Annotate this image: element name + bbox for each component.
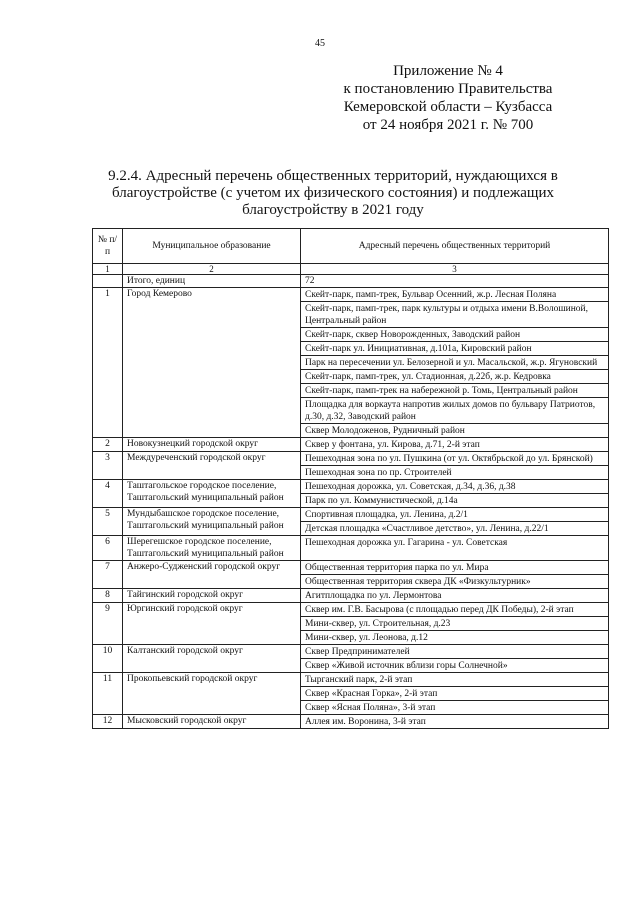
municipality-name: Мундыбашское городское поселение, Таштагольский муниципальный район xyxy=(123,508,301,536)
row-number: 4 xyxy=(93,480,123,508)
territory-item: Мини-сквер, ул. Леонова, д.12 xyxy=(305,633,428,643)
territories-cell xyxy=(301,536,609,561)
territories-table xyxy=(92,228,609,729)
row-number: 7 xyxy=(93,561,123,589)
row-number: 11 xyxy=(93,673,123,715)
appendix-block xyxy=(298,62,598,134)
territory-item: Общественная территория сквера ДК «Физкультурник» xyxy=(305,577,531,587)
territory-item: Площадка для воркаута напротив жилых домов по бульвару Патриотов, д.30, д.32, Заводский район xyxy=(301,398,608,424)
territory-item: Сквер Предпринимателей xyxy=(301,645,608,659)
municipality-name: Шерегешское городское поселение, Таштагольский муниципальный район xyxy=(123,536,301,561)
table-row xyxy=(93,715,609,729)
territory-item: Сквер у фонтана, ул. Кирова, д.71, 2-й этап xyxy=(305,440,480,450)
municipality-name: Мысковский городской округ xyxy=(123,715,301,729)
row-number: 12 xyxy=(93,715,123,729)
territory-item: Спортивная площадка, ул. Ленина, д.2/1 xyxy=(301,508,608,522)
row-number: 6 xyxy=(93,536,123,561)
territory-item: Сквер «Живой источник вблизи горы Солнечной» xyxy=(305,661,508,671)
territory-item: Сквер «Красная Горка», 2-й этап xyxy=(301,687,608,701)
table-row xyxy=(93,536,609,561)
document-title xyxy=(108,168,558,219)
territories-cell xyxy=(301,603,609,645)
territories-cell xyxy=(301,288,609,438)
row-number: 3 xyxy=(93,452,123,480)
row-number: 5 xyxy=(93,508,123,536)
header-territories: Адресный перечень общественных территорий xyxy=(301,229,609,264)
row-number: 8 xyxy=(93,589,123,603)
row-number: 1 xyxy=(93,288,123,438)
table-row xyxy=(93,603,609,645)
territory-item: Пешеходная дорожка ул. Гагарина - ул. Советская xyxy=(305,538,508,548)
header-municipality: Муниципальное образование xyxy=(123,229,301,264)
row-number: 10 xyxy=(93,645,123,673)
table-row xyxy=(93,452,609,480)
territories-cell xyxy=(301,715,609,729)
column-number: 3 xyxy=(301,264,609,275)
territory-item: Общественная территория парка по ул. Мира xyxy=(301,561,608,575)
appendix-line: Приложение № 4 xyxy=(393,63,503,79)
appendix-line: от 24 ноября 2021 г. № 700 xyxy=(362,117,534,133)
territory-item: Детская площадка «Счастливое детство», ул. Ленина, д.22/1 xyxy=(305,524,549,534)
municipality-name: Таштагольское городское поселение, Таштагольский муниципальный район xyxy=(123,480,301,508)
territory-item: Скейт-парк, памп-трек, Бульвар Осенний, ж.р. Лесная Поляна xyxy=(301,288,608,302)
territory-item: Аллея им. Воронина, 3-й этап xyxy=(305,717,426,727)
row-number: 2 xyxy=(93,438,123,452)
territories-cell xyxy=(301,438,609,452)
territory-item: Пешеходная зона по ул. Пушкина (от ул. Октябрьской до ул. Брянской) xyxy=(301,452,608,466)
table-row xyxy=(93,438,609,452)
territories-cell xyxy=(301,673,609,715)
territory-item: Скейт-парк, памп-трек, парк культуры и отдыха имени В.Волошиной, Центральный район xyxy=(301,302,608,328)
total-label: Итого, единиц xyxy=(123,275,301,288)
municipality-name: Анжеро-Судженский городской округ xyxy=(123,561,301,589)
territories-cell xyxy=(301,452,609,480)
total-row xyxy=(93,275,609,288)
territory-item: Тырганский парк, 2-й этап xyxy=(301,673,608,687)
table-row xyxy=(93,589,609,603)
table-row xyxy=(93,645,609,673)
column-number: 2 xyxy=(123,264,301,275)
territories-cell xyxy=(301,645,609,673)
table-row xyxy=(93,480,609,508)
title-line: благоустройству в 2021 году xyxy=(242,202,424,218)
territory-item: Сквер Молодоженов, Рудничный район xyxy=(305,426,465,436)
territory-item: Парк по ул. Коммунистической, д.14а xyxy=(305,496,458,506)
territory-item: Скейт-парк, сквер Новорожденных, Заводский район xyxy=(301,328,608,342)
municipality-name: Междуреченский городской округ xyxy=(123,452,301,480)
table-row xyxy=(93,561,609,589)
appendix-line: Кемеровской области – Кузбасса xyxy=(343,99,553,115)
municipality-name: Калтанский городской округ xyxy=(123,645,301,673)
column-number: 1 xyxy=(93,264,123,275)
territory-item: Пешеходная зона по пр. Строителей xyxy=(305,468,452,478)
total-value: 72 xyxy=(301,275,609,288)
territories-cell xyxy=(301,589,609,603)
territories-cell xyxy=(301,561,609,589)
territory-item: Сквер им. Г.В. Басырова (с площадью перед ДК Победы), 2-й этап xyxy=(301,603,608,617)
appendix-line: к постановлению Правительства xyxy=(343,81,553,97)
title-line: благоустройстве (с учетом их физического состояния) и подлежащих xyxy=(112,185,554,201)
territories-cell xyxy=(301,508,609,536)
territory-item: Скейт-парк ул. Инициативная, д.101а, Кировский район xyxy=(301,342,608,356)
title-line: 9.2.4. Адресный перечень общественных территорий, нуждающихся в xyxy=(108,168,558,184)
territory-item: Пешеходная дорожка, ул. Советская, д.34, д.36, д.38 xyxy=(301,480,608,494)
header-no: № п/п xyxy=(93,229,123,264)
territory-item: Агитплощадка по ул. Лермонтова xyxy=(305,591,442,601)
territory-item: Мини-сквер, ул. Строительная, д.23 xyxy=(301,617,608,631)
total-no-cell xyxy=(93,275,123,288)
municipality-name: Юргинский городской округ xyxy=(123,603,301,645)
municipality-name: Новокузнецкий городской округ xyxy=(123,438,301,452)
table-row xyxy=(93,288,609,438)
territory-item: Сквер «Ясная Поляна», 3-й этап xyxy=(305,703,436,713)
page-number: 45 xyxy=(315,38,325,49)
column-numbers-row xyxy=(93,264,609,275)
territories-cell xyxy=(301,480,609,508)
municipality-name: Тайгинский городской округ xyxy=(123,589,301,603)
municipality-name: Город Кемерово xyxy=(123,288,301,438)
territory-item: Скейт-парк, памп-трек, ул. Стадионная, д.22б, ж.р. Кедровка xyxy=(301,370,608,384)
table-row xyxy=(93,508,609,536)
territory-item: Парк на пересечении ул. Белозерной и ул. Масальской, ж.р. Ягуновский xyxy=(301,356,608,370)
territory-item: Скейт-парк, памп-трек на набережной р. Томь, Центральный район xyxy=(301,384,608,398)
municipality-name: Прокопьевский городской округ xyxy=(123,673,301,715)
row-number: 9 xyxy=(93,603,123,645)
table-row xyxy=(93,673,609,715)
